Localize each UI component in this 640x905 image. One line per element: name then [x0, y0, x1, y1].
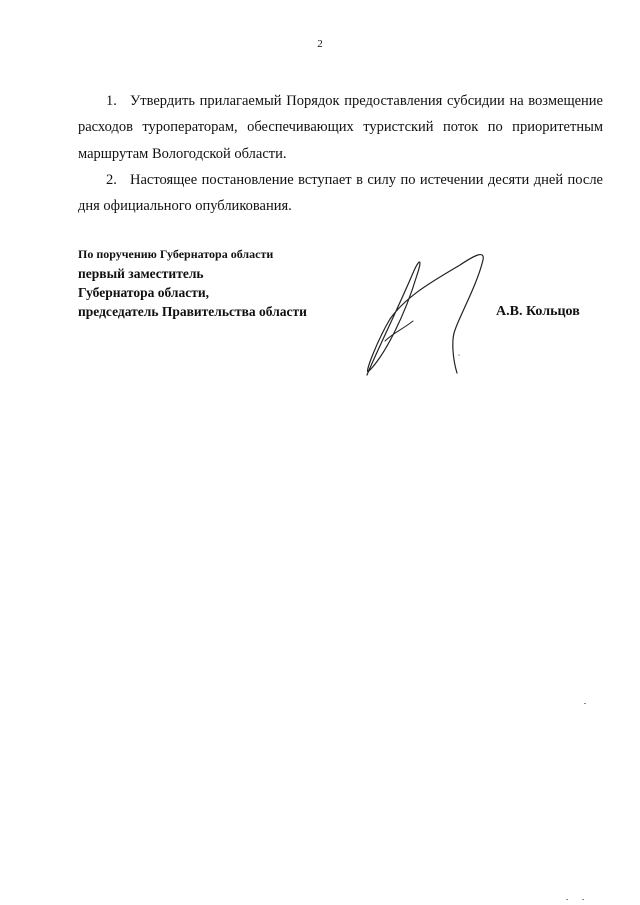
signatory-line-3: Губернатора области,	[78, 285, 209, 300]
page-number: 2	[317, 38, 323, 50]
signatory-title-block	[78, 245, 307, 321]
signatory-name: А.В. Кольцов	[496, 304, 580, 319]
paragraph-2-number: 2.	[106, 171, 117, 188]
paragraph-2	[78, 167, 603, 220]
scan-speck	[566, 899, 568, 900]
paragraph-1	[78, 88, 603, 167]
handwritten-signature	[355, 245, 505, 380]
signatory-line-4: председатель Правительства области	[78, 304, 307, 319]
paragraph-1-text: Утвердить прилагаемый Порядок предоставления субсидии на возмещение расходов туроператорам, обеспечивающих туристский поток по приоритетным маршрутам Вологодской области.	[78, 93, 603, 162]
signatory-line-2: первый заместитель	[78, 266, 204, 281]
paragraph-1-number: 1.	[106, 93, 117, 109]
scan-speck	[582, 899, 584, 900]
document-body	[78, 88, 603, 219]
signatory-line-1: По поручению Губернатора области	[78, 247, 274, 261]
paragraph-2-text: Настоящее постановление вступает в силу по истечении десяти дней после дня официального опубликования.	[78, 171, 603, 215]
scan-speck	[584, 703, 586, 704]
